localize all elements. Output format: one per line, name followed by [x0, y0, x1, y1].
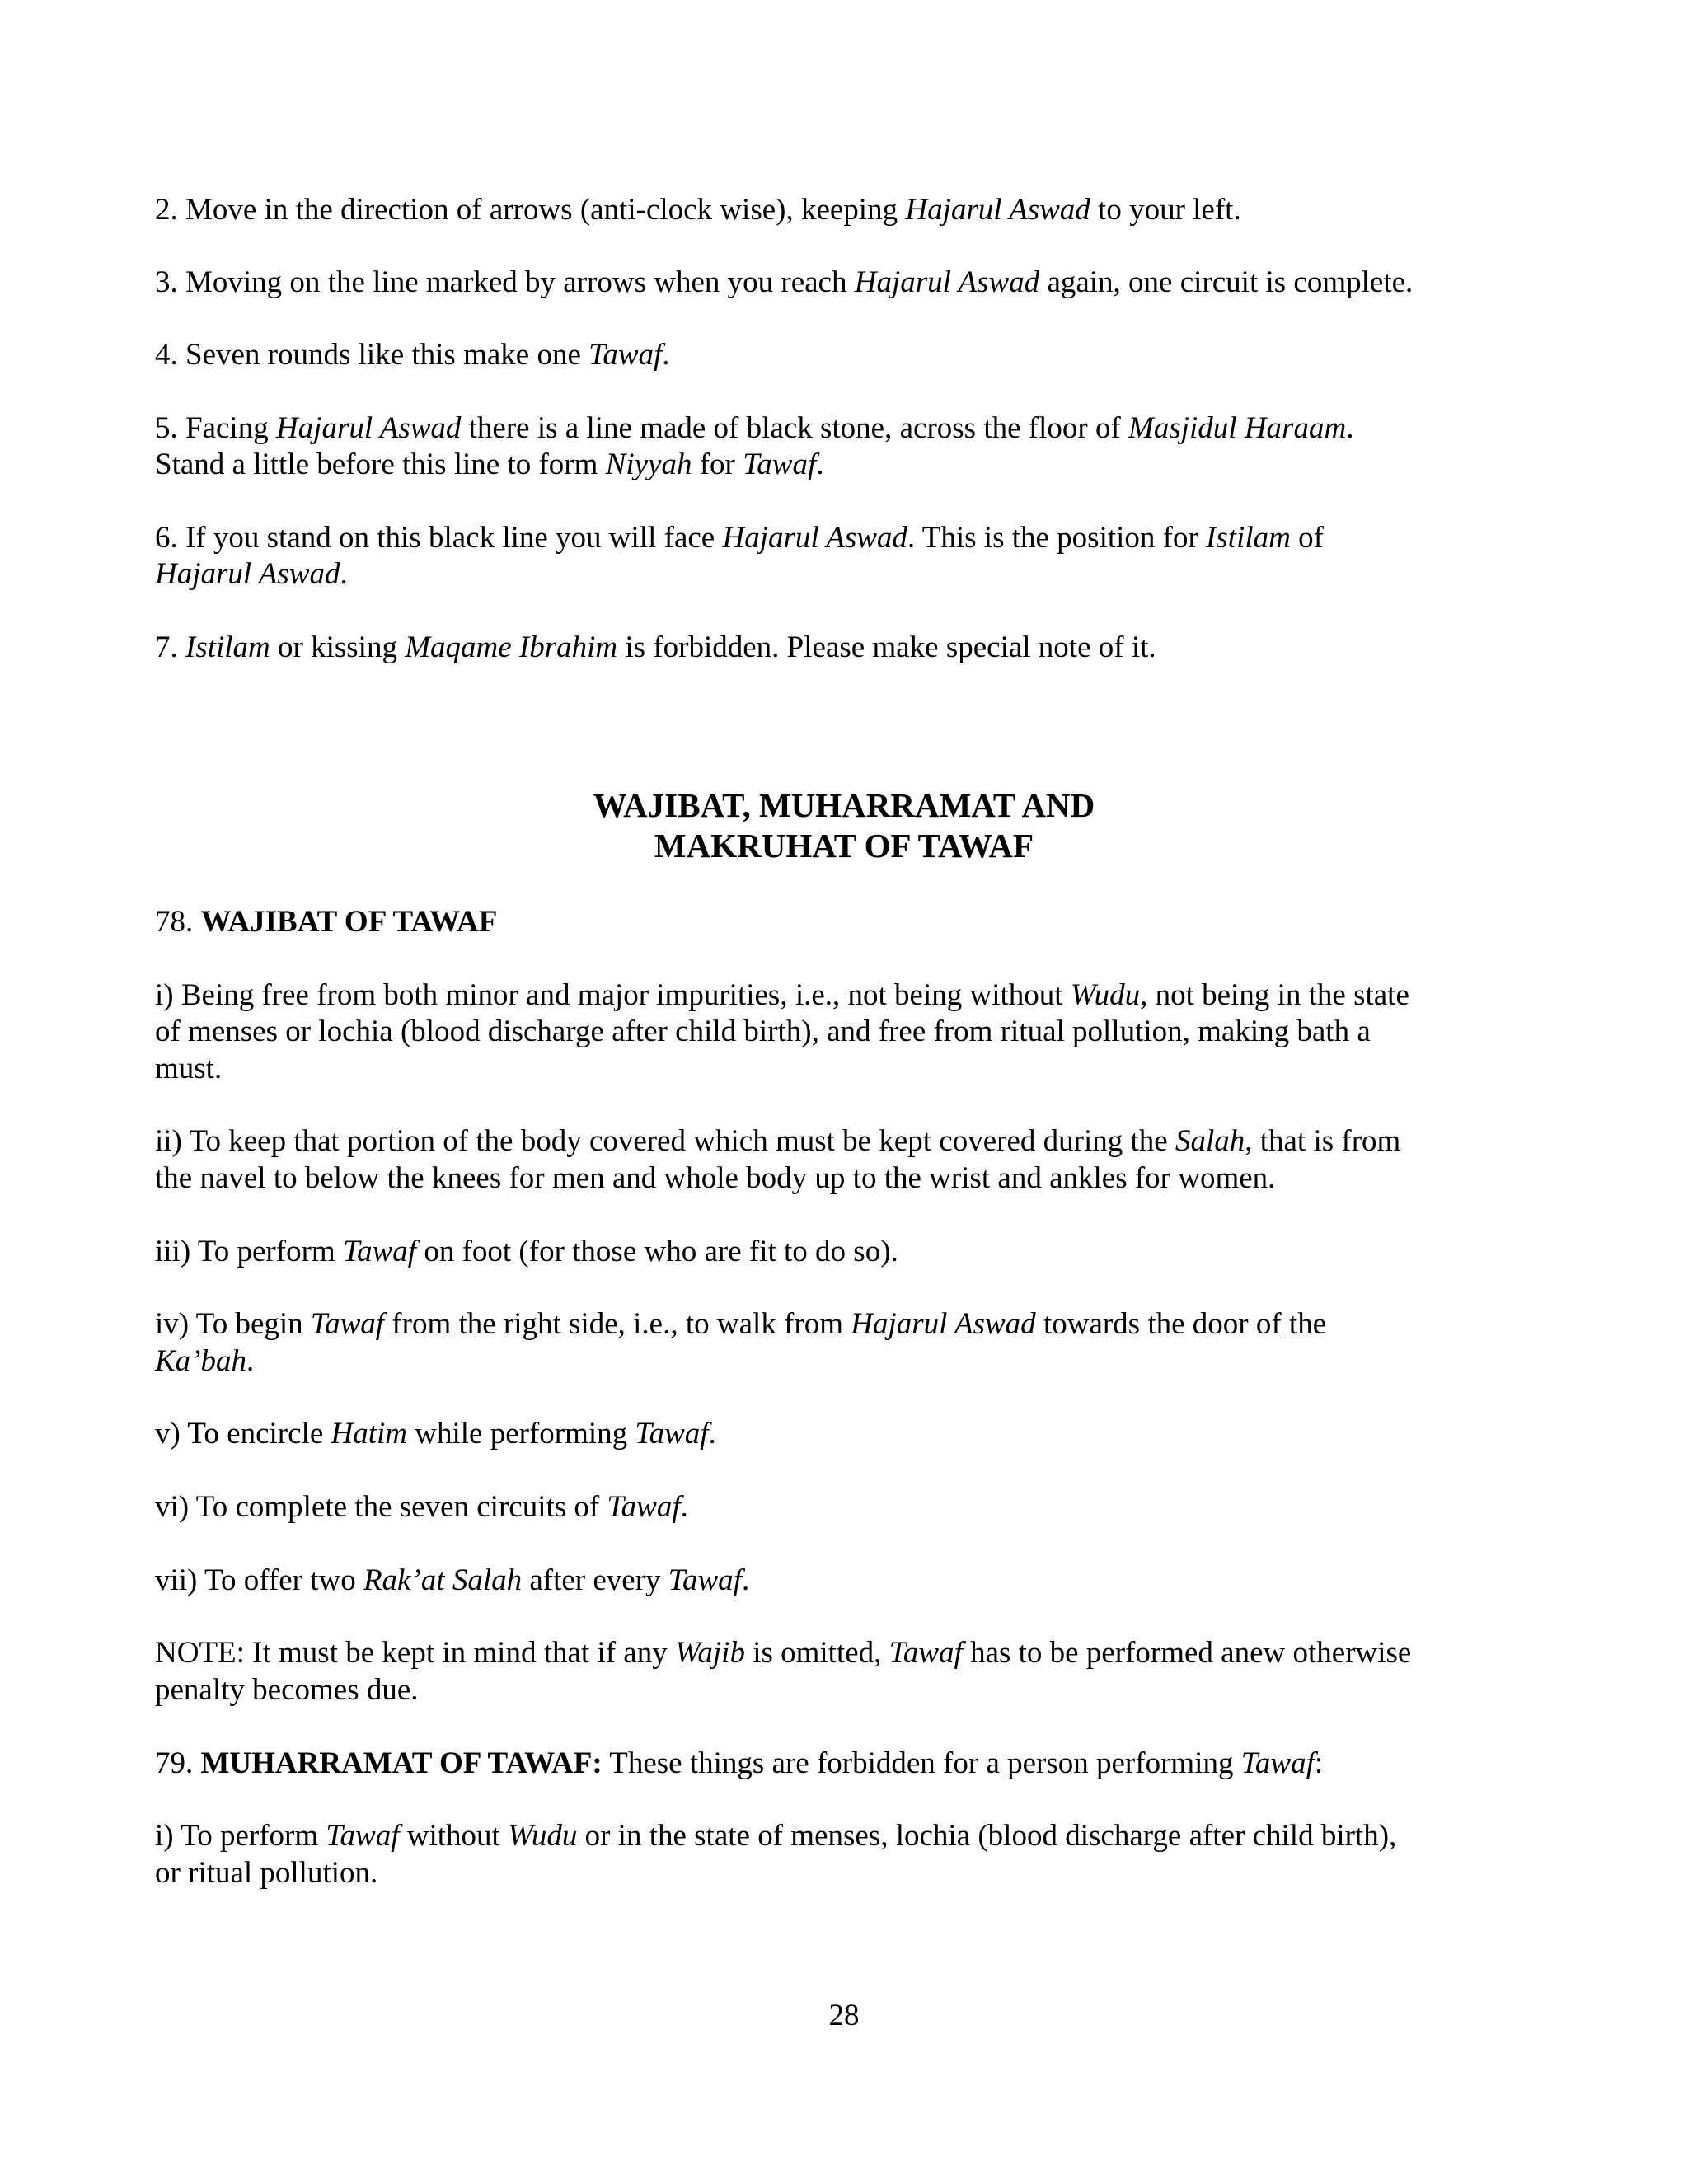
- section-heading-line-2: MAKRUHAT OF TAWAF: [654, 827, 1034, 865]
- page-number: 28: [828, 1999, 860, 2032]
- subsection-79-title: 79. MUHARRAMAT OF TAWAF: These things are forbidden for a person performing Tawaf:: [155, 1746, 1324, 1780]
- muharramat-item-i: i) To perform Tawaf without Wudu or in the state of menses, lochia (blood discharge after child birth),: [155, 1819, 1397, 1853]
- list-item-3: 3. Moving on the line marked by arrows when you reach Hajarul Aswad again, one circuit is complete.: [155, 265, 1414, 299]
- list-item-7: 7. Istilam or kissing Maqame Ibrahim is forbidden. Please make special note of it.: [155, 630, 1156, 664]
- wajibat-item-iv: iv) To begin Tawaf from the right side, i.e., to walk from Hajarul Aswad towards the door of the: [155, 1307, 1327, 1341]
- list-item-5-line-2: Stand a little before this line to form Niyyah for Tawaf.: [155, 448, 824, 481]
- wajibat-item-vii: vii) To offer two Rak’at Salah after every Tawaf.: [155, 1563, 750, 1597]
- wajibat-item-vi: vi) To complete the seven circuits of Tawaf.: [155, 1490, 688, 1524]
- wajibat-item-ii: ii) To keep that portion of the body covered which must be kept covered during the Salah, that is from: [155, 1124, 1401, 1158]
- wajibat-item-ii-line-2: the navel to below the knees for men and whole body up to the wrist and ankles for women.: [155, 1161, 1276, 1195]
- list-item-2: 2. Move in the direction of arrows (anti-clock wise), keeping Hajarul Aswad to your left.: [155, 193, 1241, 227]
- wajibat-item-i: i) Being free from both minor and major impurities, i.e., not being without Wudu, not being in the state: [155, 978, 1409, 1012]
- list-item-6-line-2: Hajarul Aswad.: [155, 557, 348, 591]
- wajibat-item-i-line-2: of menses or lochia (blood discharge after child birth), and free from ritual pollution, making bath a: [155, 1015, 1371, 1048]
- wajibat-item-iv-line-2: Ka’bah.: [155, 1344, 255, 1378]
- wajibat-item-i-line-3: must.: [155, 1052, 223, 1085]
- section-heading-line-1: WAJIBAT, MUHARRAMAT AND: [593, 786, 1095, 824]
- note-paragraph: NOTE: It must be kept in mind that if any Wajib is omitted, Tawaf has to be performed anew otherwise: [155, 1636, 1412, 1670]
- wajibat-item-iii: iii) To perform Tawaf on foot (for those who are fit to do so).: [155, 1235, 898, 1268]
- subsection-78-title: 78. WAJIBAT OF TAWAF: [155, 905, 498, 939]
- list-item-6: 6. If you stand on this black line you will face Hajarul Aswad. This is the position for Istilam of: [155, 521, 1324, 555]
- list-item-4: 4. Seven rounds like this make one Tawaf.: [155, 338, 670, 372]
- note-paragraph-line-2: penalty becomes due.: [155, 1673, 419, 1707]
- list-item-5: 5. Facing Hajarul Aswad there is a line made of black stone, across the floor of Masjidul Haraam.: [155, 411, 1354, 445]
- muharramat-item-i-line-2: or ritual pollution.: [155, 1856, 378, 1890]
- wajibat-item-v: v) To encircle Hatim while performing Tawaf.: [155, 1417, 716, 1451]
